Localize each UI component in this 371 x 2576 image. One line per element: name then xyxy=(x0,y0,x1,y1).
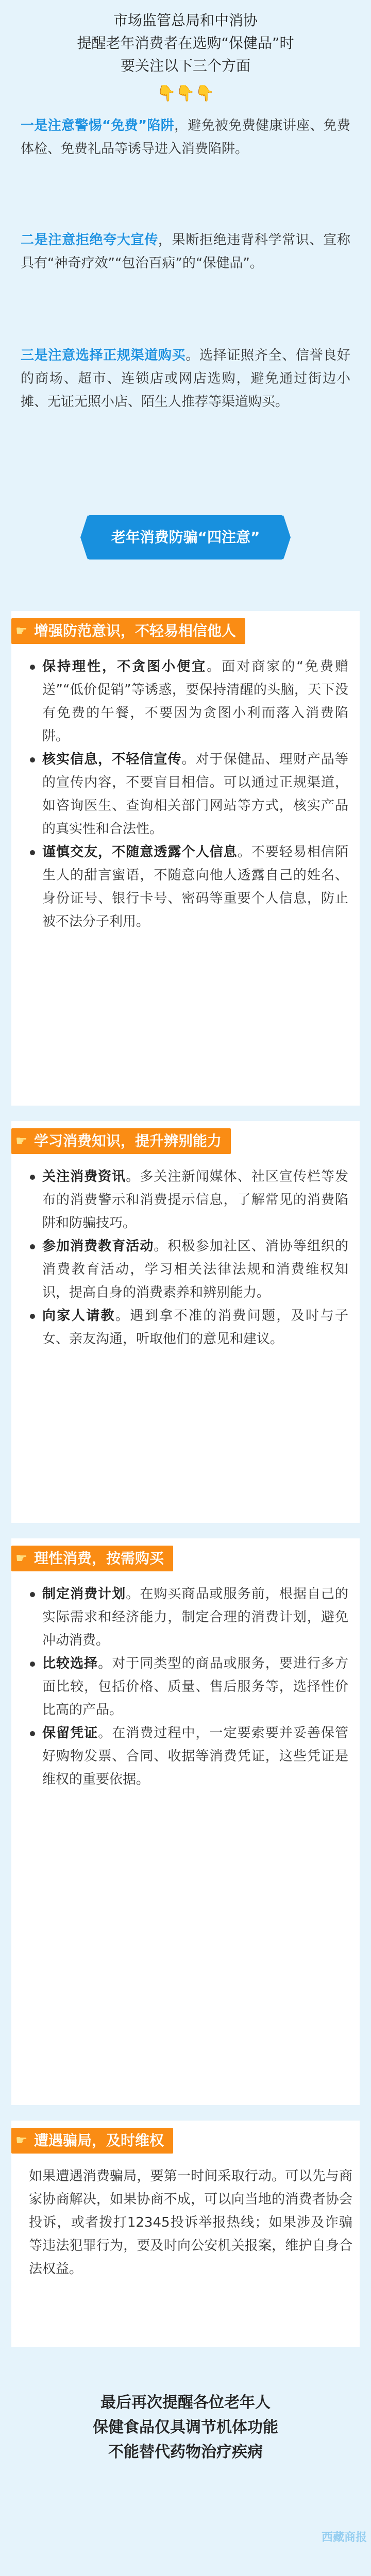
intro-title-line: 要关注以下三个方面 xyxy=(120,57,250,74)
bullet-lead: 保留凭证 xyxy=(42,1725,98,1741)
pointing-right-icon: ☛ xyxy=(15,623,28,639)
section-card-2 xyxy=(11,1121,360,1523)
bullet-item xyxy=(29,1235,348,1304)
bullet-lead: 制定消费计划 xyxy=(42,1586,126,1602)
bullet-list xyxy=(29,655,348,934)
intro-point-lead: 二是注意拒绝夸大宣传 xyxy=(21,232,158,248)
bullet-text: 。对于保健品、理财产品等的宣传内容，不要盲目相信。可以通过正规渠道，如咨询医生、查询相关部门网站等方式，核实产品的真实性和合法性。 xyxy=(42,752,348,837)
intro-title-line: 提醒老年消费者在选购“保健品”时 xyxy=(77,35,294,52)
intro-point-text: ，避免被免费健康讲座、免费体检、免费礼品等诱导进入消费陷阱。 xyxy=(21,118,350,157)
section-heading xyxy=(11,1128,231,1154)
bullet-lead: 核实信息，不轻信宣传 xyxy=(42,752,182,767)
bullet-item xyxy=(29,1304,348,1351)
pointing-right-icon: ☛ xyxy=(15,1133,28,1149)
intro-title-line: 市场监管总局和中消协 xyxy=(113,12,258,29)
bullet-text: 。在消费过程中，一定要索要并妥善保管好购物发票、合同、收据等消费凭证，这些凭证是维权的重要依据。 xyxy=(42,1725,348,1787)
bullet-text: 。多关注新闻媒体、社区宣传栏等发布的消费警示和消费提示信息，了解常见的消费陷阱和防骗技巧。 xyxy=(42,1169,348,1231)
intro-point-2 xyxy=(21,229,350,275)
bullet-item xyxy=(29,841,348,934)
bullet-text: 。在购买商品或服务前，根据自己的实际需求和经济能力，制定合理的消费计划，避免冲动消费。 xyxy=(42,1586,348,1648)
intro-point-1 xyxy=(21,114,350,161)
section-heading-text: 理性消费，按需购买 xyxy=(34,1550,164,1567)
bullet-lead: 保持理性，不贪图小便宜 xyxy=(42,659,207,674)
intro-point-lead: 一是注意警惕“免费”陷阱 xyxy=(21,118,175,133)
section-heading xyxy=(11,2128,173,2154)
section-card-3 xyxy=(11,1538,360,2105)
pointing-right-icon: ☛ xyxy=(15,2133,28,2148)
bullet-item xyxy=(29,655,348,748)
bullet-item xyxy=(29,1722,348,1791)
section-heading xyxy=(11,618,245,644)
bullet-text: 。面对商家的“免费赠送”“低价促销”等诱惑，要保持清醒的头脑，天下没有免费的午餐，不要因为贪图小利而落入消费陷阱。 xyxy=(42,659,348,744)
section-paragraph: 如果遭遇消费骗局，要第一时间采取行动。可以先与商家协商解决，如果协商不成，可以向当地的消费者协会投诉，或者拨打12345投诉举报热线；如果涉及诈骗等违法犯罪行为，要及时向公安机关报案，维护自身合法权益。 xyxy=(29,2168,352,2277)
intro-point-lead: 三是注意选择正规渠道购买 xyxy=(21,348,186,363)
section-card-1 xyxy=(11,611,360,1106)
section-heading xyxy=(11,1546,173,1571)
section-heading-text: 遭遇骗局，及时维权 xyxy=(34,2132,164,2149)
bullet-lead: 比较选择 xyxy=(42,1656,98,1671)
pointing-down-icon: 👇👇👇 xyxy=(156,84,215,103)
closing-line: 保健食品仅具调节机体功能 xyxy=(93,2418,278,2436)
bullet-item xyxy=(29,748,348,841)
closing-reminder xyxy=(0,2391,371,2465)
section-card-4 xyxy=(11,2121,360,2347)
bullet-list xyxy=(29,1165,348,1351)
pointing-right-icon: ☛ xyxy=(15,1551,28,1566)
watermark-logo: 西藏商报 xyxy=(321,2531,367,2544)
intro-point-text: ，果断拒绝违背科学常识、宣称具有“神奇疗效”“包治百病”的“保健品”。 xyxy=(21,232,350,271)
bullet-lead: 参加消费教育活动 xyxy=(42,1239,154,1254)
bullet-lead: 谨慎交友，不随意透露个人信息 xyxy=(42,844,238,860)
section-heading-text: 增强防范意识，不轻易相信他人 xyxy=(34,622,237,639)
bullet-text: 。对于同类型的商品或服务，要进行多方面比较，包括价格、质量、售后服务等，选择性价比高的产品。 xyxy=(42,1656,348,1718)
closing-line: 最后再次提醒各位老年人 xyxy=(100,2394,271,2412)
intro-point-text: 。选择证照齐全、信誉良好的商场、超市、连锁店或网店选购，避免通过街边小摊、无证无照小店、陌生人推荐等渠道购买。 xyxy=(21,348,350,410)
bullet-text: 。积极参加社区、消协等组织的消费教育活动，学习相关法律法规和消费维权知识，提高自身的消费素养和辨别能力。 xyxy=(42,1239,348,1300)
section-heading-text: 学习消费知识，提升辨别能力 xyxy=(34,1132,222,1149)
section-banner: 老年消费防骗“四注意” xyxy=(88,515,283,560)
bullet-item xyxy=(29,1165,348,1235)
bullet-lead: 关注消费资讯 xyxy=(42,1169,126,1184)
bullet-text: 。遇到拿不准的消费问题，及时与子女、亲友沟通，听取他们的意见和建议。 xyxy=(42,1308,348,1347)
closing-line: 不能替代药物治疗疾病 xyxy=(108,2443,263,2461)
bullet-text: 。不要轻易相信陌生人的甜言蜜语，不随意向他人透露自己的姓名、身份证号、银行卡号、密码等重要个人信息，防止被不法分子利用。 xyxy=(42,844,348,929)
bullet-item xyxy=(29,1652,348,1722)
bullet-lead: 向家人请教 xyxy=(42,1308,115,1324)
bullet-list xyxy=(29,1583,348,1791)
bullet-item xyxy=(29,1583,348,1652)
intro-point-3 xyxy=(21,344,350,414)
intro-title xyxy=(0,9,371,77)
